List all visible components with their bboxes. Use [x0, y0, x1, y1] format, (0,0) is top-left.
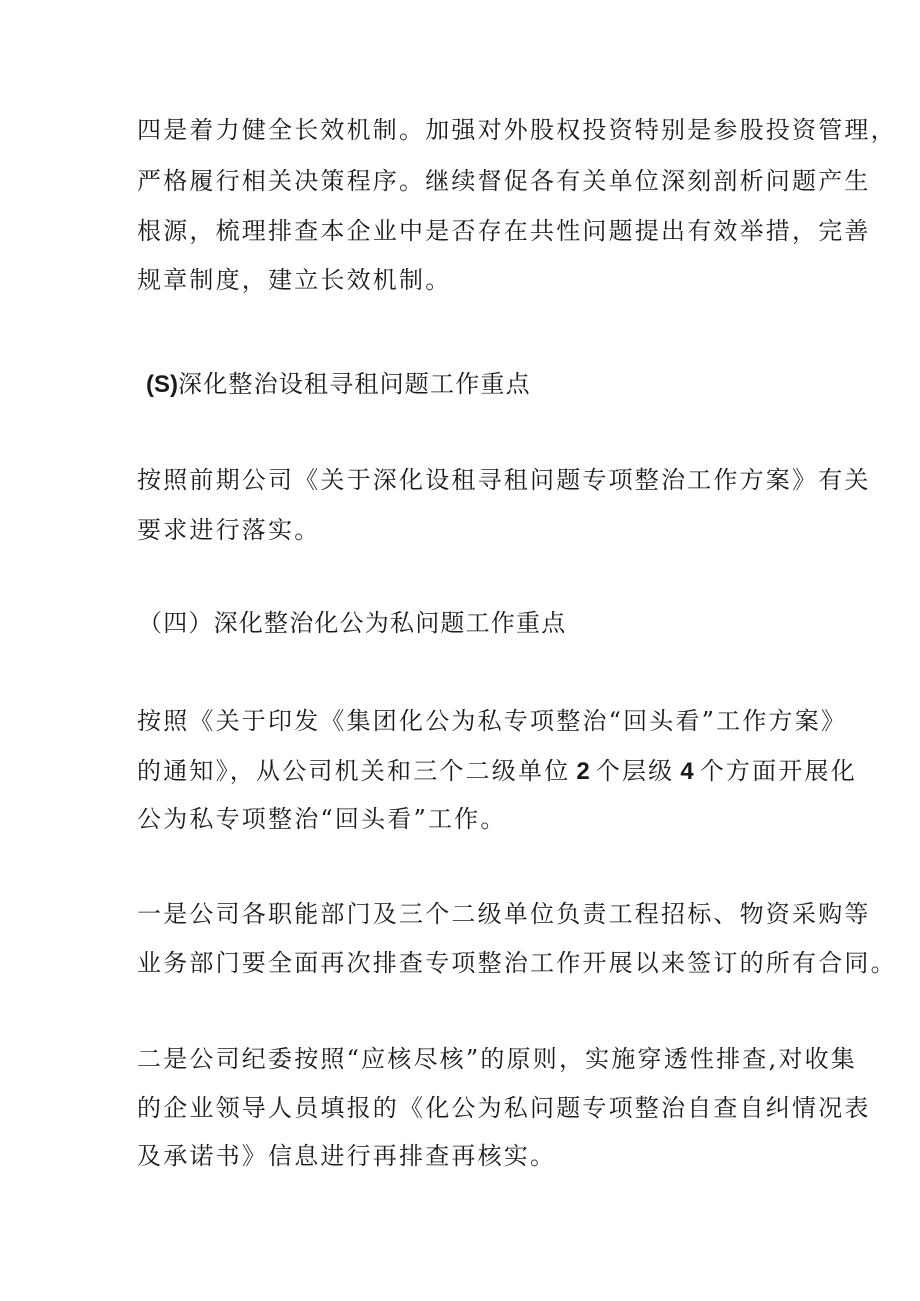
paragraph-long-term-mechanism-line-3: 根源，梳理排查本企业中是否存在共性问题提出有效举措，完善 — [137, 217, 871, 245]
paragraph-discipline-review-line-2: 的企业领导人员填报的《化公为私问题专项整治自查自纠情况表 — [137, 1094, 871, 1122]
paragraph-discipline-review-line-1: 二是公司纪委按照“应核尽核”的原则，实施穿透性排查,对收集 — [137, 1045, 857, 1073]
paragraph-discipline-review-line-3: 及承诺书》信息进行再排查再核实。 — [137, 1142, 557, 1170]
paragraph-public-to-private-line-2 — [137, 756, 857, 787]
paragraph-text-segment: 个方面开展化 — [699, 757, 857, 785]
section-heading-rent-seeking — [146, 369, 531, 400]
paragraph-long-term-mechanism-line-4: 规章制度，建立长效机制。 — [137, 266, 452, 294]
section-heading-public-to-private: （四）深化整治化公为私问题工作重点 — [138, 609, 567, 637]
paragraph-long-term-mechanism-line-1: 四是着力健全长效机制。加强对外股权投资特别是参股投资管理， — [137, 116, 897, 144]
paragraph-rent-seeking-line-1: 按照前期公司《关于深化设租寻租问题专项整治工作方案》有关 — [137, 466, 871, 494]
level-count: 2 — [576, 758, 590, 785]
paragraph-long-term-mechanism-line-2: 严格履行相关决策程序。继续督促各有关单位深刻剖析问题产生 — [137, 167, 871, 195]
paragraph-rent-seeking-line-2: 要求进行落实。 — [137, 516, 321, 544]
section-heading-marker: (S) — [146, 371, 178, 398]
paragraph-public-to-private-line-1: 按照《关于印发《集团化公为私专项整治“回头看”工作方案》 — [137, 707, 848, 735]
section-heading-rent-seeking-text: 深化整治设租寻租问题工作重点 — [178, 370, 531, 398]
paragraph-text-segment: 的通知》，从公司机关和三个二级单位 — [137, 757, 571, 785]
paragraph-public-to-private-line-3: 公为私专项整治“回头看”工作。 — [137, 805, 507, 833]
paragraph-text-segment: 个层级 — [595, 757, 675, 785]
paragraph-contract-review-line-1: 一是公司各职能部门及三个二级单位负责工程招标、物资采购等 — [137, 900, 871, 928]
aspect-count: 4 — [680, 758, 694, 785]
paragraph-contract-review-line-2: 业务部门要全面再次排查专项整治工作开展以来签订的所有合同。 — [137, 949, 897, 977]
